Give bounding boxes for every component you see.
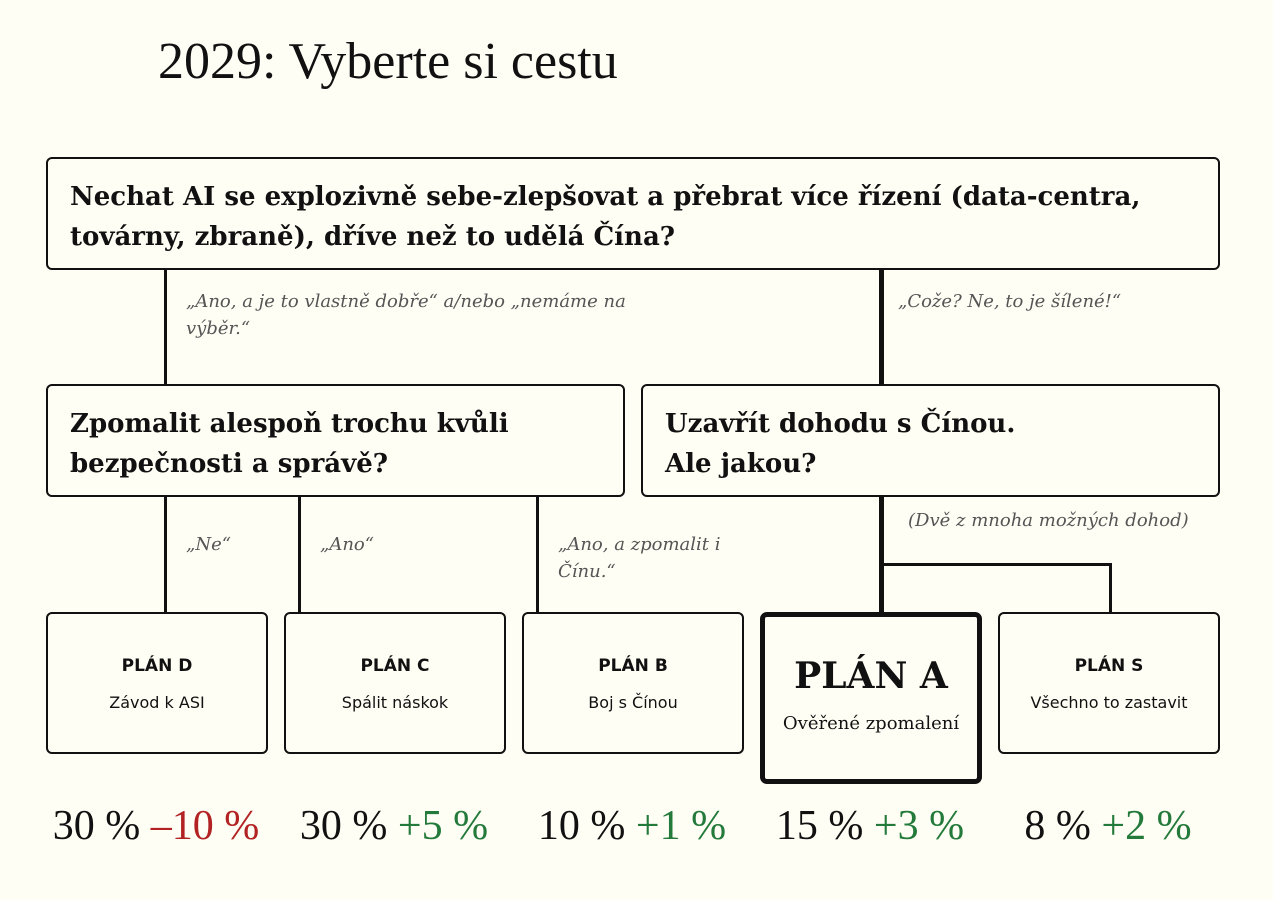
- question-box-top: [46, 157, 1220, 270]
- plan-c-percent: [274, 800, 514, 852]
- plan-d-subtitle: Závod k ASI: [109, 693, 205, 712]
- page-title: 2029: Vyberte si cestu: [158, 33, 618, 90]
- plan-d-box: [46, 612, 268, 754]
- answer-no-top: „Cože? Ne, to je šílené!“: [898, 291, 1122, 312]
- plan-a-subtitle: Ověřené zpomalení: [782, 713, 960, 734]
- question-slow-text: Zpomalit alespoň trochu kvůli bezpečnosti a správě?: [70, 409, 509, 479]
- plan-d-percent-value: 30 %: [52, 803, 141, 849]
- question-box-deal: [641, 384, 1220, 497]
- plan-b-percent: [512, 800, 752, 852]
- plan-d-percent-change: –10 %: [150, 803, 260, 849]
- plan-b-percent-change: +1 %: [635, 803, 727, 849]
- connector-deal-horizontal: [884, 563, 1112, 566]
- connector-deal-to-plan-a: [879, 497, 884, 613]
- plan-a-percent-value: 15 %: [775, 803, 864, 849]
- connector-slow-to-plan-d: [164, 497, 167, 613]
- question-box-slow: [46, 384, 625, 497]
- question-deal-text: [665, 404, 1200, 484]
- plan-c-subtitle: Spálit náskok: [341, 693, 449, 712]
- plan-d-percent: [36, 800, 276, 852]
- answer-yes-china: „Ano, a zpomalit i Čínu.“: [558, 534, 721, 582]
- answer-no: „Ne“: [186, 534, 231, 555]
- plan-s-percent-change: +2 %: [1101, 803, 1192, 849]
- plan-d-name: PLÁN D: [121, 656, 193, 676]
- connector-slow-to-plan-c: [298, 497, 301, 613]
- plan-s-percent-value: 8 %: [1024, 803, 1091, 849]
- plan-b-percent-value: 10 %: [537, 803, 626, 849]
- deals-note: (Dvě z mnoha možných dohod): [908, 510, 1189, 531]
- connector-slow-to-plan-b: [536, 497, 539, 613]
- connector-top-to-slow: [164, 270, 167, 386]
- plan-b-box: [522, 612, 744, 754]
- plan-b-name: PLÁN B: [598, 656, 668, 676]
- plan-s-box: [998, 612, 1220, 754]
- plan-s-name: PLÁN S: [1074, 656, 1144, 676]
- plan-a-percent-change: +3 %: [873, 803, 965, 849]
- question-deal-line2: Ale jakou?: [665, 449, 817, 479]
- plan-c-name: PLÁN C: [360, 656, 430, 676]
- plan-s-percent: [988, 800, 1228, 852]
- plan-a-percent: [750, 800, 990, 852]
- plan-c-percent-value: 30 %: [299, 803, 388, 849]
- question-deal-line1: Uzavřít dohodu s Čínou.: [665, 409, 1016, 439]
- plan-a-box: [760, 612, 982, 784]
- question-top-text: Nechat AI se explozivně sebe-zlepšovat a přebrat více řízení (data-centra, továrny, zbraně), dříve než to udělá Čína?: [70, 182, 1141, 252]
- connector-deal-to-plan-s: [1109, 563, 1112, 613]
- plan-s-subtitle: Všechno to zastavit: [1030, 693, 1188, 712]
- answer-yes-top: „Ano, a je to vlastně dobře“ a/nebo „nemáme na výběr.“: [186, 291, 626, 339]
- answer-yes: „Ano“: [320, 534, 374, 555]
- connector-top-to-deal: [879, 270, 884, 386]
- plan-c-box: [284, 612, 506, 754]
- plan-b-subtitle: Boj s Čínou: [588, 693, 678, 712]
- plan-a-name: PLÁN A: [794, 655, 948, 697]
- plan-c-percent-change: +5 %: [397, 803, 489, 849]
